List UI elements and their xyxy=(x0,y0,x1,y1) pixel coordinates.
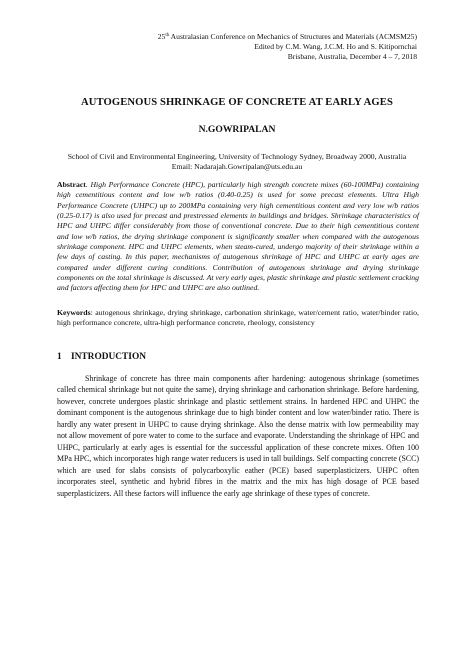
keywords-label: Keywords xyxy=(57,308,91,317)
introduction-paragraph: Shrinkage of concrete has three main components after hardening: autogenous shrinkage (sometimes called chemical shrinkage but not quite the same), drying shrinkage and carbonation shrinkage. Before hardening, however, concrete undergoes plastic shrinkage and plastic settlement strains. In hardened HPC and UHPC the dominant component is the autogenous shrinkage due to high binder content and low water/binder ratio. There is hardly any water present in UHPC to cause drying shrinkage. Also the dense matrix with low permeability may not allow movement of pore water to come to the surface and evaporate. Understanding the shrinkage of HPC and UHPC, particularly at early ages is essential for the successful application of these concrete mixes. Often 100 MPa HPC, which incorporates high range water reducers is used in tall buildings. Self compacting concrete (SCC) which are used for slabs consists of polycarboxylic eather (PCE) based superplasticizers. UHPC often incorporates steel, synthetic and hybrid fibres in the matrix and the mix has high dosage of PCE based superplasticizers. All these factors will influence the early age shrinkage of these types of concrete. xyxy=(57,374,419,498)
affiliation-address: School of Civil and Environmental Engineering, University of Technology Sydney, Broadway 2000, Australia xyxy=(67,152,407,161)
author-affiliation xyxy=(40,152,434,173)
section-number: 1 xyxy=(57,352,62,362)
author-email: Email: Nadarajah.Gowripalan@uts.edu.au xyxy=(171,162,303,172)
edition-number: 25 xyxy=(157,32,166,41)
section-heading xyxy=(57,352,146,362)
header-location-date: Brisbane, Australia, December 4 – 7, 2018 xyxy=(287,52,417,61)
header-editors: Edited by C.M. Wang, J.C.M. Ho and S. Kitipornchai xyxy=(254,42,417,51)
conference-header xyxy=(37,31,417,62)
author-name: N.GOWRIPALAN xyxy=(198,124,276,135)
conference-name: Australasian Conference on Mechanics of Structures and Materials (ACMSM25) xyxy=(169,32,417,41)
abstract-label: Abstract xyxy=(57,180,86,189)
header-line-1 xyxy=(37,31,417,42)
section-title: INTRODUCTION xyxy=(71,352,147,362)
keywords xyxy=(57,308,419,329)
abstract-text: . High Performance Concrete (HPC), particularly high strength concrete mixes (60-100MPa) containing high cementitious content and low w/b ratios (0.40-0.25) is used for some precast elements. Ultra High Performance Concrete (UHPC) up to 200MPa containing very high cementitious content and very low w/b ratios (0.25-0.17) is also used for precast and prestressed elements in buildings and bridges. Shrinkage characteristics of HPC and UHPC differ considerably from those of conventional concrete. Due to their high cementitious content and low w/b ratios, the drying shrinkage component is significantly smaller when compared with the autogenous shrinkage component. HPC and UHPC elements, when steam-cured, undergo majority of their shrinkage within a few days of casting. In this paper, mechanisms of autogenous shrinkage of HPC and UHPC at early ages are compared under different curing conditions. Contribution of autogenous shrinkage and drying shrinkage components on the total shrinkage is discussed. At very early ages, plastic shrinkage and plastic settlement cracking and factors affecting them for HPC and UHPC are also outlined. xyxy=(57,180,419,293)
paper-title: AUTOGENOUS SHRINKAGE OF CONCRETE AT EARLY AGES xyxy=(81,97,393,108)
keywords-text: : autogenous shrinkage, drying shrinkage, carbonation shrinkage, water/cement ratio, water/binder ratio, high performance concrete, ultra-high performance concrete, rheology, consistency xyxy=(57,308,419,328)
abstract xyxy=(57,180,419,294)
edition-suffix: th xyxy=(165,33,170,38)
